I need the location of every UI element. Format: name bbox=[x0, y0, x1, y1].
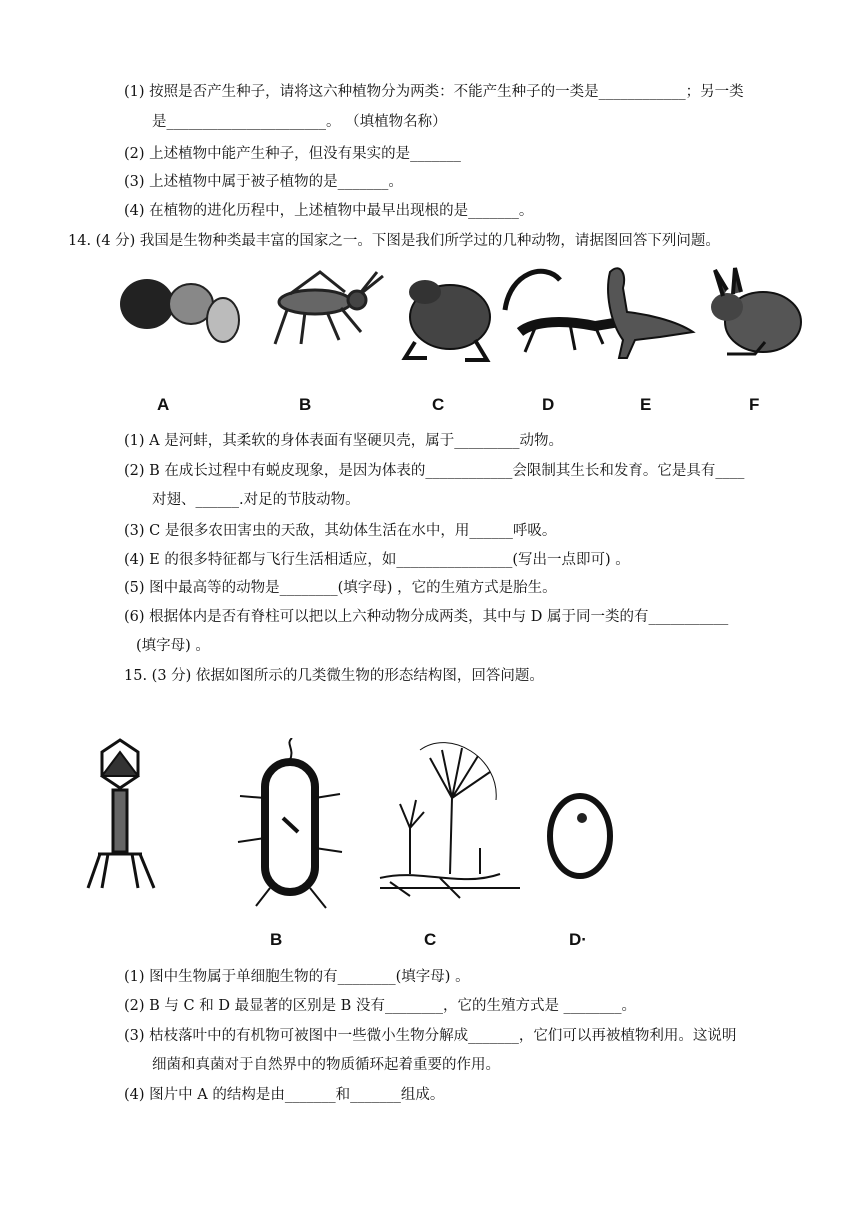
q13-part1-line2: 是______________________。 （填植物名称） bbox=[152, 114, 447, 130]
microbes-figure bbox=[80, 738, 640, 918]
microbe-label-c: C bbox=[424, 930, 437, 949]
q15-part3-line2: 细菌和真菌对于自然界中的物质循环起着重要的作用。 bbox=[152, 1057, 500, 1073]
q13-part4: (4) 在植物的进化历程中，上述植物中最早出现根的是_______。 bbox=[124, 203, 534, 219]
animal-label-a: A bbox=[157, 395, 170, 414]
animal-label-c: C bbox=[432, 395, 445, 414]
q15-part2: (2) B 与 C 和 D 最显著的区别是 B 没有________，它的生殖方式是 ________。 bbox=[124, 998, 637, 1014]
animals-figure bbox=[115, 262, 805, 382]
frog-illustration bbox=[405, 280, 490, 360]
q14-title: 14. (4 分) 我国是生物种类最丰富的国家之一。下图是我们所学过的几种动物，请据图回答下列问题。 bbox=[68, 233, 720, 249]
microbe-label-b: B bbox=[270, 930, 283, 949]
q15-part4: (4) 图片中 A 的结构是由_______和_______组成。 bbox=[124, 1087, 445, 1103]
lizard-illustration bbox=[505, 271, 620, 352]
animal-label-e: E bbox=[640, 395, 652, 414]
q14-part6-line1: (6) 根据体内是否有脊柱可以把以上六种动物分成两类，其中与 D 属于同一类的有___________ bbox=[124, 609, 729, 625]
q14-part5: (5) 图中最高等的动物是________(填字母) ，它的生殖方式是胎生。 bbox=[124, 580, 557, 596]
pigeon-illustration bbox=[608, 268, 693, 358]
q14-part2-line1: (2) B 在成长过程中有蜕皮现象，是因为体表的____________会限制其生长和发育。它是具有____ bbox=[124, 463, 745, 479]
animal-label-f: F bbox=[749, 395, 760, 414]
clam-illustration bbox=[120, 279, 239, 342]
q14-part2-line2: 对翅、______.对足的节肢动物。 bbox=[152, 492, 360, 508]
q15-part3-line1: (3) 枯枝落叶中的有机物可被图中一些微小生物分解成_______，它们可以再被植物利用。这说明 bbox=[124, 1028, 737, 1044]
bacteriophage-illustration bbox=[88, 740, 154, 888]
grasshopper-illustration bbox=[275, 272, 383, 344]
animal-label-b: B bbox=[299, 395, 312, 414]
q13-part2: (2) 上述植物中能产生种子，但没有果实的是_______ bbox=[124, 146, 461, 162]
q15-part1: (1) 图中生物属于单细胞生物的有________(填字母) 。 bbox=[124, 969, 470, 985]
q13-part1-line1: (1) 按照是否产生种子，请将这六种植物分为两类：不能产生种子的一类是____________；另一类 bbox=[124, 84, 744, 100]
q14-part4: (4) E 的很多特征都与飞行生活相适应，如________________(写出一点即可) 。 bbox=[124, 552, 630, 568]
q14-part1: (1) A 是河蚌，其柔软的身体表面有坚硬贝壳，属于_________动物。 bbox=[124, 433, 563, 449]
q13-part3: (3) 上述植物中属于被子植物的是_______。 bbox=[124, 174, 403, 190]
microbe-label-d: D· bbox=[569, 930, 587, 949]
rabbit-illustration bbox=[711, 268, 801, 354]
yeast-illustration bbox=[550, 796, 610, 876]
mold-illustration bbox=[380, 743, 520, 898]
animal-label-d: D bbox=[542, 395, 555, 414]
q15-title: 15. (3 分) 依据如图所示的几类微生物的形态结构图，回答问题。 bbox=[124, 668, 544, 684]
q14-part3: (3) C 是很多农田害虫的天敌，其幼体生活在水中，用______呼吸。 bbox=[124, 523, 557, 539]
bacterium-illustration bbox=[238, 738, 342, 908]
q14-part6-line2: (填字母) 。 bbox=[136, 638, 210, 654]
